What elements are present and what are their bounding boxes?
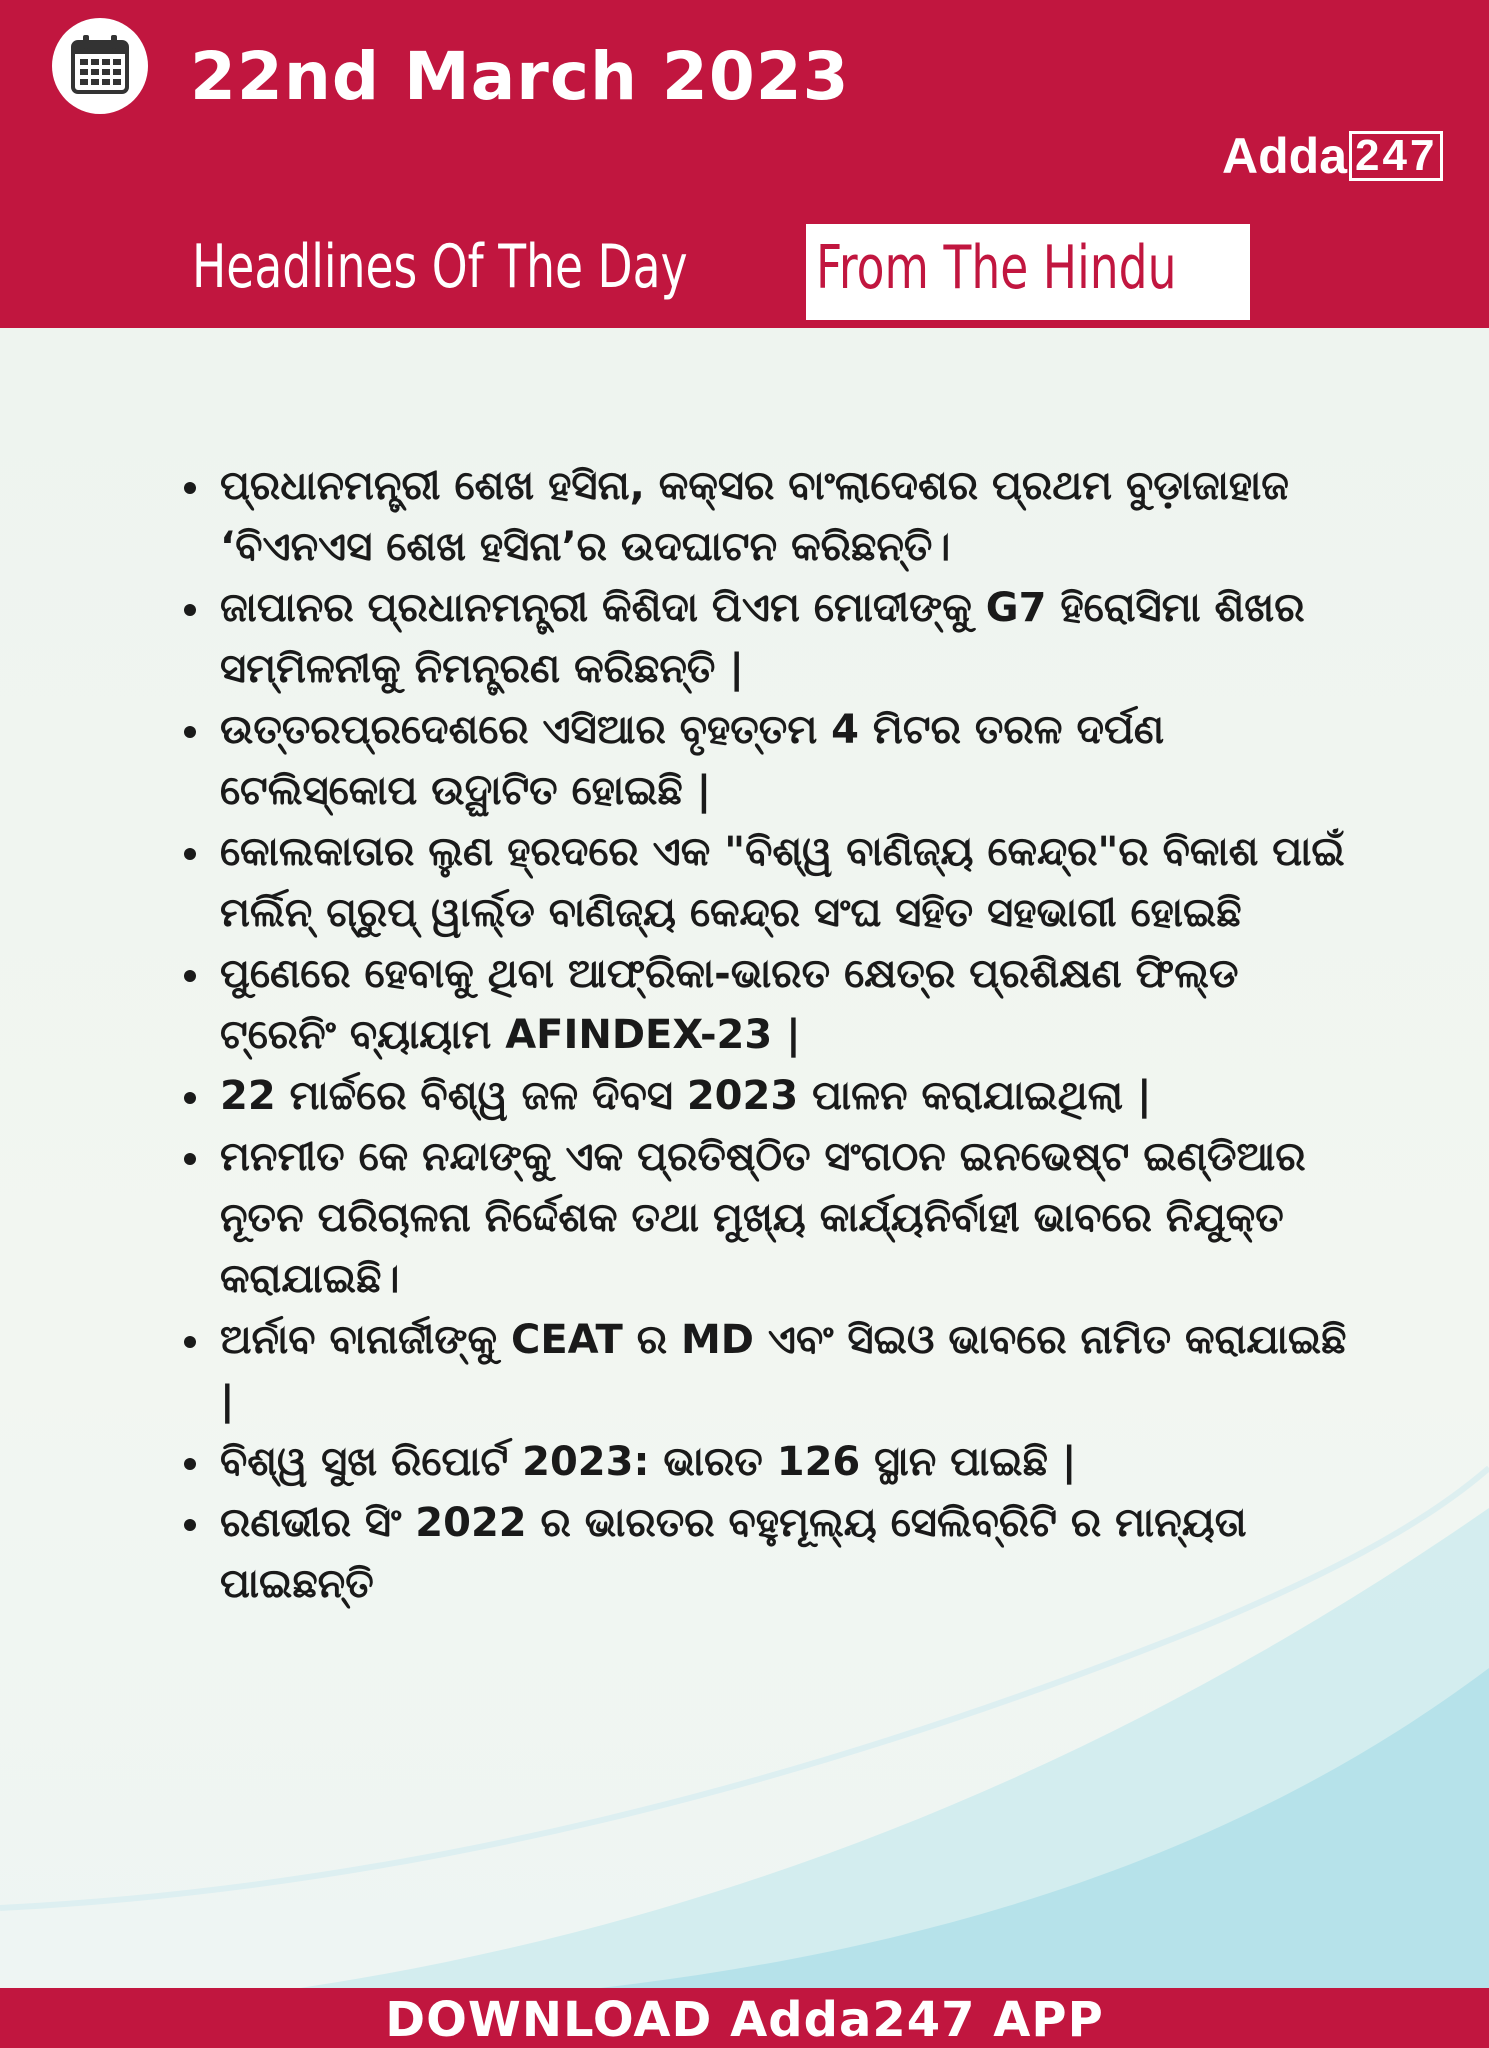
logo-number: 247 xyxy=(1349,131,1443,181)
headlines-list xyxy=(170,456,1350,1615)
headline-text: ଉତ୍ତରପ୍ରଦେଶରେ ଏସିଆର ବୃହତ୍ତମ 4 ମିଟର ତରଳ ଦର୍ପଣ ଟେଲିସ୍କୋପ ଉଦ୍ଘାଟିତ ହୋଇଛି | xyxy=(220,707,1165,814)
headline-text: ପୁଣେରେ ହେବାକୁ ଥିବା ଆଫ୍ରିକା-ଭାରତ କ୍ଷେତ୍ର ପ୍ରଶିକ୍ଷଣ ଫିଲ୍ଡ ଟ୍ରେନିଂ ବ୍ୟାୟାମ AFINDEX-23 | xyxy=(220,951,1239,1058)
logo-word: Adda xyxy=(1222,128,1347,184)
source-badge xyxy=(806,224,1250,320)
list-item xyxy=(170,1493,1350,1615)
bullet-icon xyxy=(184,848,196,860)
list-item xyxy=(170,700,1350,822)
headline-text: ଅର୍ନାବ ବାନାର୍ଜୀଙ୍କୁ CEAT ର MD ଏବଂ ସିଇଓ ଭାବରେ ନାମିତ କରାଯାଇଛି | xyxy=(220,1317,1347,1424)
headline-text: ମନମୀତ କେ ନନ୍ଦାଙ୍କୁ ଏକ ପ୍ରତିଷ୍ଠିତ ସଂଗଠନ ଇନଭେଷ୍ଟ ଇଣ୍ଡିଆର ନୂତନ ପରିଚାଳନା ନିର୍ଦ୍ଦେଶକ ତଥା ମୁଖ୍ୟ କାର୍ଯ୍ୟନିର୍ବାହୀ ଭାବରେ ନିଯୁକ୍ତ କରାଯାଇଛି। xyxy=(220,1134,1306,1302)
bullet-icon xyxy=(184,1336,196,1348)
headline-text: ଜାପାନର ପ୍ରଧାନମନ୍ତ୍ରୀ କିଶିଦା ପିଏମ ମୋଦୀଙ୍କୁ G7 ହିରୋସିମା ଶିଖର ସମ୍ମିଳନୀକୁ ନିମନ୍ତ୍ରଣ କରିଛନ୍ତି | xyxy=(220,585,1305,692)
download-app-banner[interactable] xyxy=(0,1988,1489,2048)
list-item xyxy=(170,1432,1350,1493)
bullet-icon xyxy=(184,1458,196,1470)
bullet-icon xyxy=(184,970,196,982)
page-date: 22nd March 2023 xyxy=(190,38,850,115)
bullet-icon xyxy=(184,1092,196,1104)
calendar-badge xyxy=(52,18,148,114)
calendar-icon xyxy=(70,32,130,96)
headline-text: ବିଶ୍ୱ ସୁଖ ରିପୋର୍ଟ 2023: ଭାରତ 126 ସ୍ଥାନ ପାଇଛି | xyxy=(220,1439,1077,1485)
bullet-icon xyxy=(184,726,196,738)
headline-text: ରଣଭୀର ସିଂ 2022 ର ଭାରତର ବହୁମୂଲ୍ୟ ସେଲିବ୍ରିଟି ର ମାନ୍ୟତା ପାଇଛନ୍ତି xyxy=(220,1500,1247,1607)
bullet-icon xyxy=(184,1519,196,1531)
bullet-icon xyxy=(184,482,196,494)
section-title: Headlines Of The Day xyxy=(192,232,688,302)
bullet-icon xyxy=(184,604,196,616)
headline-text: 22 ମାର୍ଚ୍ଚରେ ବିଶ୍ୱ ଜଳ ଦିବସ 2023 ପାଳନ କରାଯାଇଥିଲା | xyxy=(220,1073,1152,1119)
header-banner xyxy=(0,0,1489,328)
adda247-logo xyxy=(1222,128,1443,184)
list-item xyxy=(170,1310,1350,1432)
list-item xyxy=(170,456,1350,578)
download-app-label[interactable]: DOWNLOAD Adda247 APP xyxy=(385,1992,1104,2048)
list-item xyxy=(170,578,1350,700)
list-item xyxy=(170,1066,1350,1127)
headline-text: ପ୍ରଧାନମନ୍ତ୍ରୀ ଶେଖ ହସିନା, କକ୍ସର ବାଂଲାଦେଶର ପ୍ରଥମ ବୁଡ଼ାଜାହାଜ ‘ବିଏନଏସ ଶେଖ ହସିନା’ର ଉଦଘାଟନ କରିଛନ୍ତି। xyxy=(220,463,1289,570)
list-item xyxy=(170,1127,1350,1310)
list-item xyxy=(170,944,1350,1066)
bullet-icon xyxy=(184,1153,196,1165)
content-area xyxy=(0,328,1489,1988)
source-label: From The Hindu xyxy=(816,233,1177,303)
headline-text: କୋଲକାତାର ଲୁଣ ହ୍ରଦରେ ଏକ "ବିଶ୍ୱ ବାଣିଜ୍ୟ କେନ୍ଦ୍ର"ର ବିକାଶ ପାଇଁ ମର୍ଲିନ୍ ଗ୍ରୁପ୍ ୱାର୍ଲ୍ଡ ବାଣିଜ୍ୟ କେନ୍ଦ୍ର ସଂଘ ସହିତ ସହଭାଗୀ ହୋଇଛି xyxy=(220,829,1345,936)
list-item xyxy=(170,822,1350,944)
